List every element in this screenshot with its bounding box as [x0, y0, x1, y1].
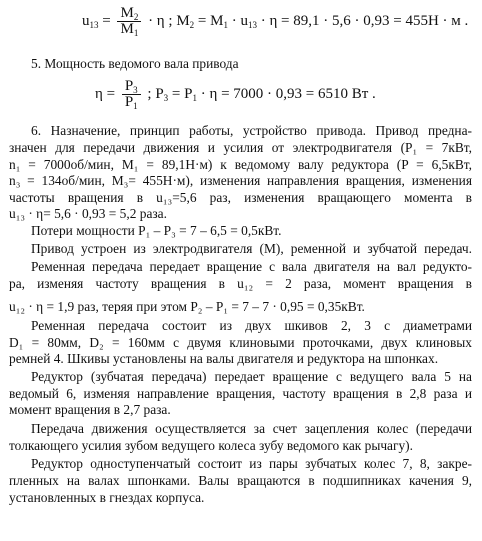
formula-eta-rest: ; $P_3 = P_1 \cdot \eta = 7000 \cdot 0,93 = 6510$ Вт . — [147, 85, 376, 103]
section-heading-5: 5. Мощность ведомого вала привода — [31, 56, 239, 71]
formula-u13 — [82, 6, 468, 37]
paragraph-6-line: n₁ = 7000об/мин, M₁ = 89,1Н·м) к ведомому валу редуктора (P = 6,5кВт, — [9, 157, 472, 172]
paragraph-meshing-line: толкающего усилия зубом ведущего колеса зубу ведомого как рычагу). — [9, 438, 413, 453]
formula-u13-rest: · η ; $M_2 = M_1 \cdot u_{13} \cdot \eta = 89,1 \cdot 5,6 \cdot 0,93 = 455Н \cdot м$ . — [148, 12, 469, 30]
paragraph-reducer-line: Редуктор (зубчатая передача) передает вращение с ведущего вала 5 на — [31, 369, 472, 384]
paragraph-gears-line: Редуктор одноступенчатый состоит из пары зубчатых колес 7, 8, закре- — [31, 456, 472, 471]
paragraph-pulleys-line: Ременная передача состоит из двух шкивов 2, 3 с диаметрами — [31, 318, 472, 333]
paragraph-6-line: значен для передачи движения и усилия от электродвигателя (P₁ = 7кВт, — [9, 140, 472, 155]
power-loss-line: Потери мощности P₁ – P₃ = 7 – 6,5 = 0,5кВт. — [31, 223, 282, 238]
paragraph-pulleys-line: ремней 4. Шкивы установлены на валы двигателя и редуктора на шпонках. — [9, 351, 439, 366]
paragraph-6-line: 6. Назначение, принцип работы, устройство привода. Привод предна- — [31, 123, 472, 138]
paragraph-gears-line: установленных в гнездах корпуса. — [9, 490, 205, 505]
paragraph-pulleys-line: D₁ = 80мм, D₂ = 160мм с двумя клиновыми проточками, двух клиновых — [9, 335, 472, 350]
paragraph-reducer-line: ведомый 6, изменяя направление вращения, частоту вращения в 2,8 раза и — [9, 386, 472, 401]
paragraph-belt-line: ра, изменяя частоту вращения в u₁₂ = 2 раза, момент вращения в — [9, 276, 472, 291]
fraction-p3-p1: $\frac{P_3}{P_1}$ — [122, 79, 141, 110]
drive-composition-line: Привод устроен из электродвигателя (М), ременной и зубчатой передач. — [31, 241, 472, 256]
formula-eta: η = $\frac{P_3}{P_1}$ ; $P_3 = P_1 \cdot \eta = 7000 \cdot 0,93 = 6510$ Вт . — [95, 78, 376, 111]
paragraph-6-line: частоты вращения в u₁₃=5,6 раз, изменения вращающего момента в — [9, 190, 472, 205]
paragraph-gears-line: пленных на валах шпонками. Валы вращаются в подшипниках качения 9, — [9, 473, 472, 488]
paragraph-reducer-line: момент вращения в 2,7 раза. — [9, 402, 171, 417]
paragraph-6-line: n₃ = 134об/мин, M₃= 455Н·м), изменения направления вращения, изменения — [9, 173, 472, 188]
formula-u13-lhs: $u_{13}$ = — [82, 12, 111, 30]
paragraph-meshing-line: Передача движения осуществляется за счет зацепления колес (передачи — [31, 421, 472, 436]
paragraph-belt-line: u₁₂ · η = 1,9 раз, теряя при этом P₂ – P₁ = 7 – 7 · 0,95 = 0,35кВт. — [9, 299, 365, 314]
paragraph-belt-line: Ременная передача передает вращение с вала двигателя на вал редукто- — [31, 259, 472, 274]
paragraph-6-line: u₁₃ · η= 5,6 · 0,93 = 5,2 раза. — [9, 206, 167, 221]
fraction-m2-m1: $\frac{M_2}{M_1}$ — [117, 6, 141, 37]
